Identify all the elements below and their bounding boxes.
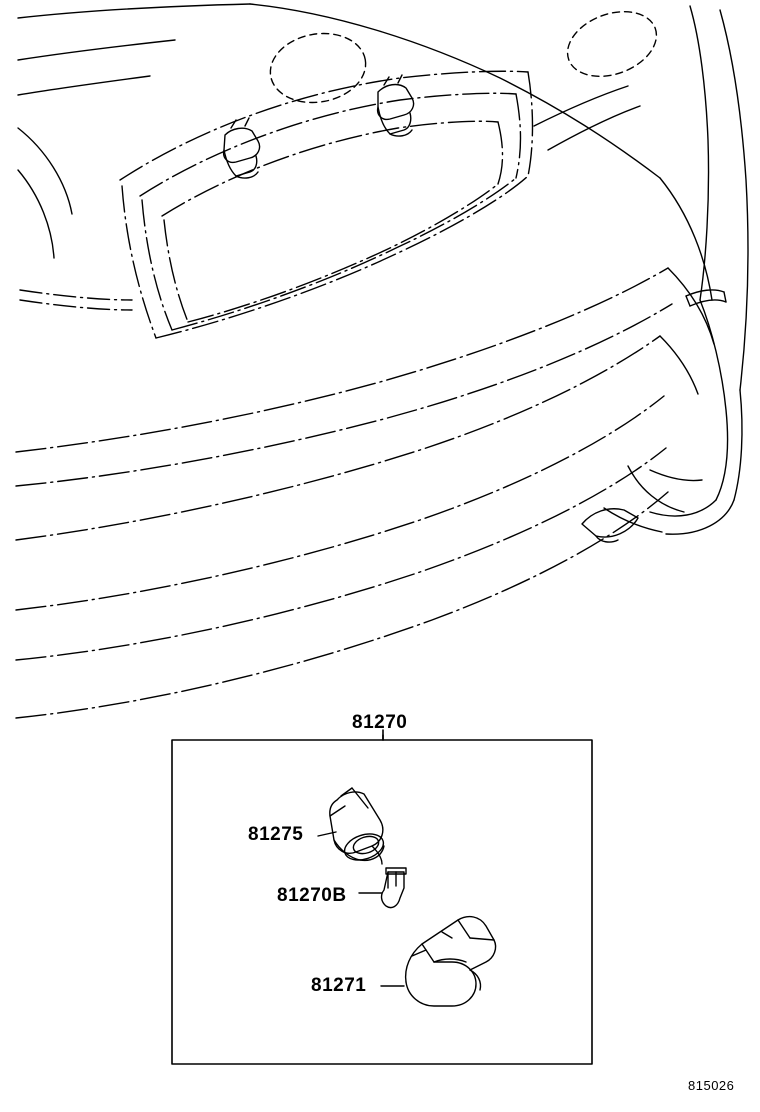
figure-code: 815026 bbox=[688, 1078, 735, 1093]
callout-81270b: 81270B bbox=[277, 885, 347, 906]
callout-81271: 81271 bbox=[311, 975, 367, 996]
callout-81275: 81275 bbox=[248, 824, 304, 845]
callout-81270: 81270 bbox=[352, 712, 408, 733]
